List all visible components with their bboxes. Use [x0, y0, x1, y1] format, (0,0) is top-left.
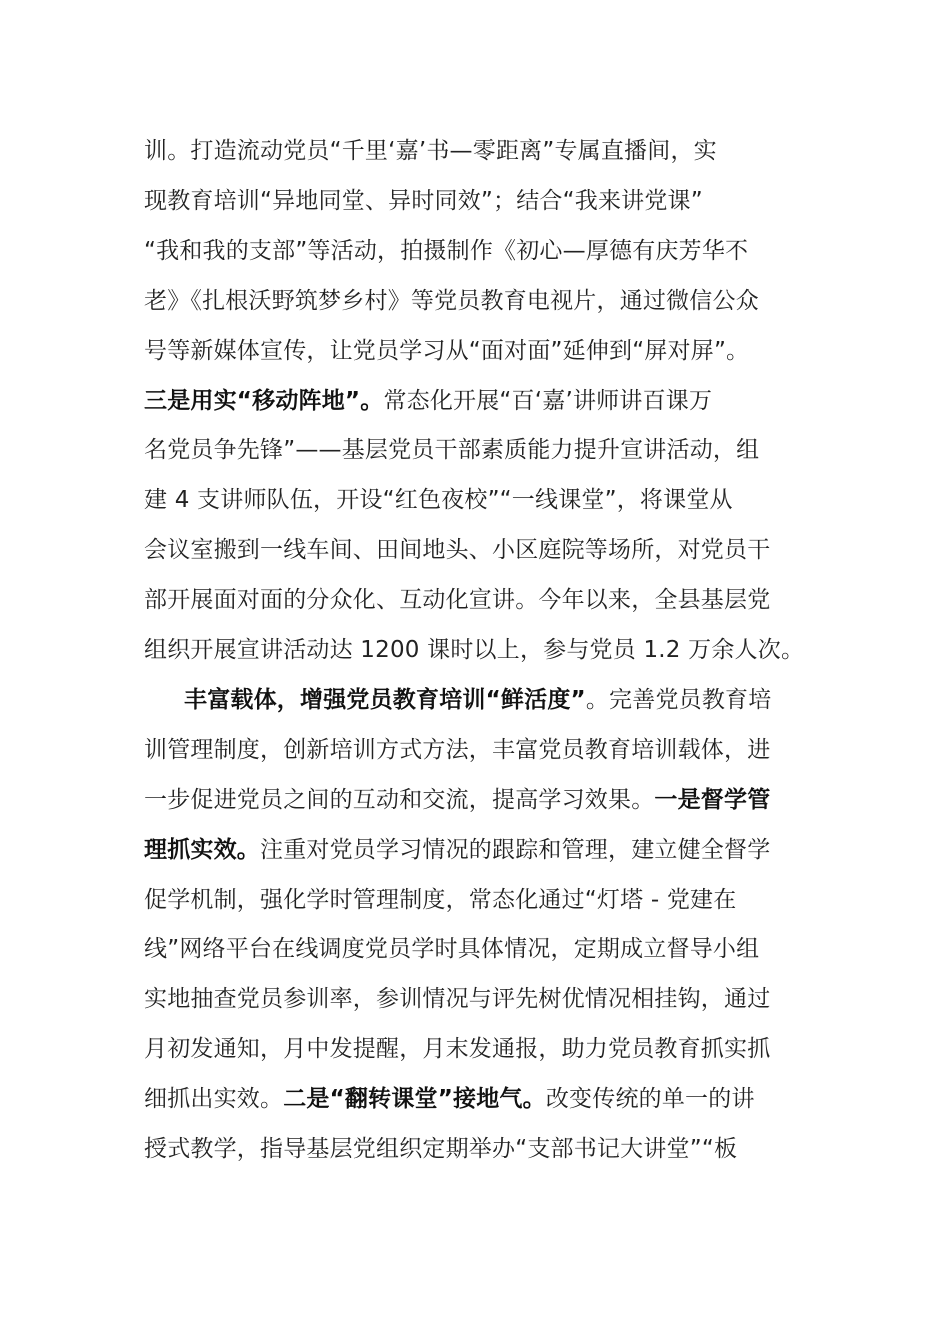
text-segment: 号等新媒体宣传，让党员学习从“面对面”延伸到“屏对屏”。 — [144, 337, 750, 364]
text-segment: 月初发通知，月中发提醒，月末发通报，助力党员教育抓实抓 — [144, 1036, 771, 1063]
text-line — [184, 675, 771, 725]
text-line — [144, 1074, 755, 1124]
text-segment: 线”网络平台在线调度党员学时具体情况，定期成立督导小组 — [144, 936, 760, 963]
text-line — [144, 176, 703, 226]
text-segment: 现教育培训“异地同堂、异时同效”；结合“我来讲党课” — [144, 187, 703, 214]
text-segment: 注重对党员学习情况的跟踪和管理，建立健全督学 — [260, 836, 771, 863]
text-line — [144, 425, 759, 475]
text-line — [144, 525, 770, 575]
text-line — [144, 276, 759, 326]
text-line — [144, 825, 770, 875]
text-segment: 训。打造流动党员“千里‘嘉’书—零距离”专属直播间，实 — [144, 138, 717, 164]
bold-text-segment: 一是督学管 — [654, 786, 771, 813]
text-line — [144, 326, 749, 376]
text-segment: 名党员争先锋”——基层党员干部素质能力提升宣讲活动，组 — [144, 437, 760, 464]
bold-text-segment: 理抓实效。 — [144, 836, 260, 863]
text-segment: 细抓出实效。 — [144, 1086, 284, 1113]
text-line — [144, 725, 770, 775]
text-line — [144, 376, 712, 426]
text-segment: 老》《扎根沃野筑梦乡村》等党员教育电视片，通过微信公众 — [144, 287, 759, 314]
bold-text-segment: 二是“翻转课堂”接地气。 — [283, 1086, 546, 1113]
text-line — [144, 775, 770, 825]
text-segment: 部开展面对面的分众化、互动化宣讲。今年以来，全县基层党 — [144, 587, 771, 614]
text-segment: 促学机制，强化学时管理制度，常态化通过“灯塔 - 党建在 — [144, 886, 737, 913]
text-segment: 。完善党员教育培 — [585, 686, 772, 713]
text-segment: 组织开展宣讲活动达 1200 课时以上，参与党员 1.2 万余人次。 — [144, 637, 805, 663]
text-segment: 一步促进党员之间的互动和交流，提高学习效果。 — [144, 786, 655, 813]
text-line — [144, 226, 748, 276]
text-line — [144, 126, 717, 176]
text-line — [144, 875, 736, 925]
text-line — [144, 575, 770, 625]
text-segment: 授式教学，指导基层党组织定期举办“支部书记大讲堂”“板 — [144, 1136, 738, 1162]
text-line — [144, 1024, 770, 1074]
text-line — [144, 475, 733, 525]
text-segment: 训管理制度，创新培训方式方法，丰富党员教育培训载体，进 — [144, 736, 771, 763]
text-segment: 会议室搬到一线车间、田间地头、小区庭院等场所，对党员干 — [144, 537, 771, 564]
bold-text-segment: 丰富载体，增强党员教育培训“鲜活度” — [184, 686, 586, 713]
text-segment: 建 4 支讲师队伍，开设“红色夜校”“一线课堂”，将课堂从 — [144, 487, 733, 514]
text-line — [144, 1124, 737, 1174]
text-line — [144, 924, 759, 974]
text-segment: 实地抽查党员参训率，参训情况与评先树优情况相挂钩，通过 — [144, 986, 771, 1013]
bold-text-segment: 三是用实“移动阵地”。 — [144, 387, 384, 414]
text-segment: 常态化开展“百‘嘉’讲师讲百课万 — [383, 387, 713, 414]
text-line — [144, 974, 770, 1024]
text-line — [144, 625, 804, 675]
text-segment: “我和我的支部”等活动，拍摄制作《初心—厚德有庆芳华不 — [144, 237, 749, 264]
text-segment: 改变传统的单一的讲 — [545, 1086, 755, 1113]
